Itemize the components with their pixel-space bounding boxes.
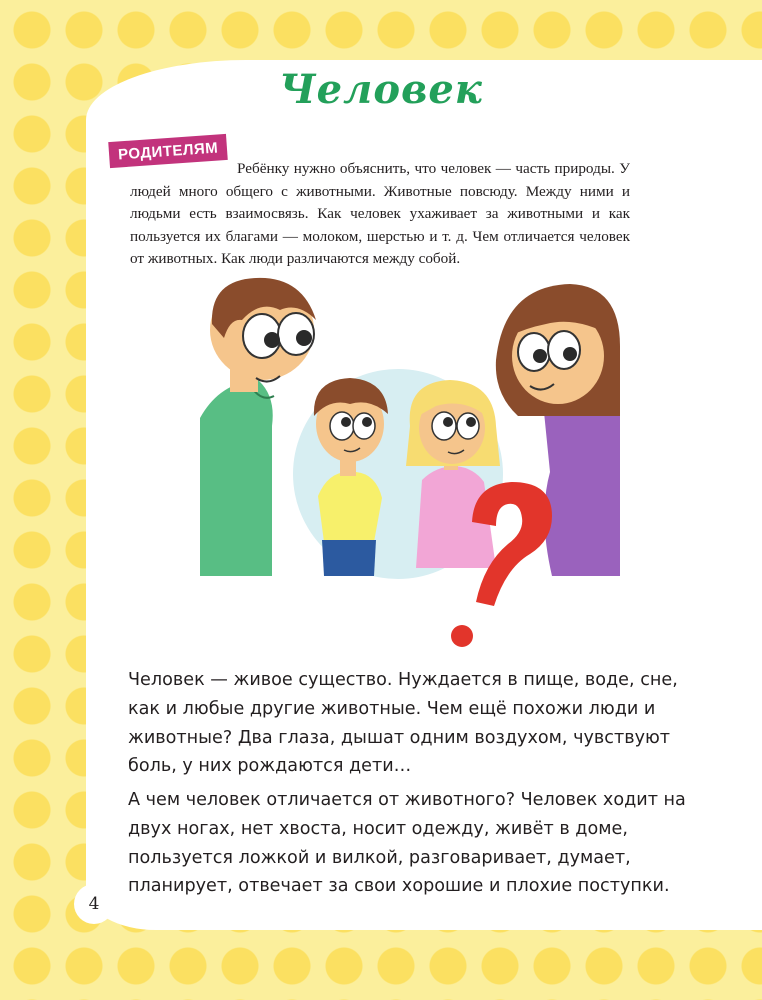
page-title: Человек bbox=[279, 66, 483, 113]
father-figure bbox=[200, 278, 316, 576]
parents-badge: РОДИТЕЛЯМ bbox=[108, 134, 228, 168]
body-paragraph-2: А чем человек отличается от животного? Человек ходит на двух ногах, нет хвоста, носит одежду, живёт в доме, пользуется ложкой и вилкой, разговаривает, думает, планирует, отвечает за свои хорошие и плохие поступки. bbox=[128, 790, 686, 897]
mother-figure bbox=[496, 284, 620, 576]
parents-note: Ребёнку нужно объяснить, что человек — часть природы. У людей много общего с животными. Животные повсюду. Между ними и людьми есть взаимосвязь. Как человек ухаживает за животными и как пользуется их благами — молоком, шерстью и т. д. Чем отличается человек от животных. Как люди различаются между собой. bbox=[130, 160, 630, 267]
illustration-family bbox=[200, 276, 620, 656]
page-number: 4 bbox=[74, 884, 114, 924]
body-paragraph-1: Человек — живое существо. Нуждается в пище, воде, сне, как и любые другие животные. Чем ещё похожи люди и животные? Два глаза, дышат одним воздухом, чувствуют боль, у них рождаются дети… bbox=[128, 670, 678, 777]
